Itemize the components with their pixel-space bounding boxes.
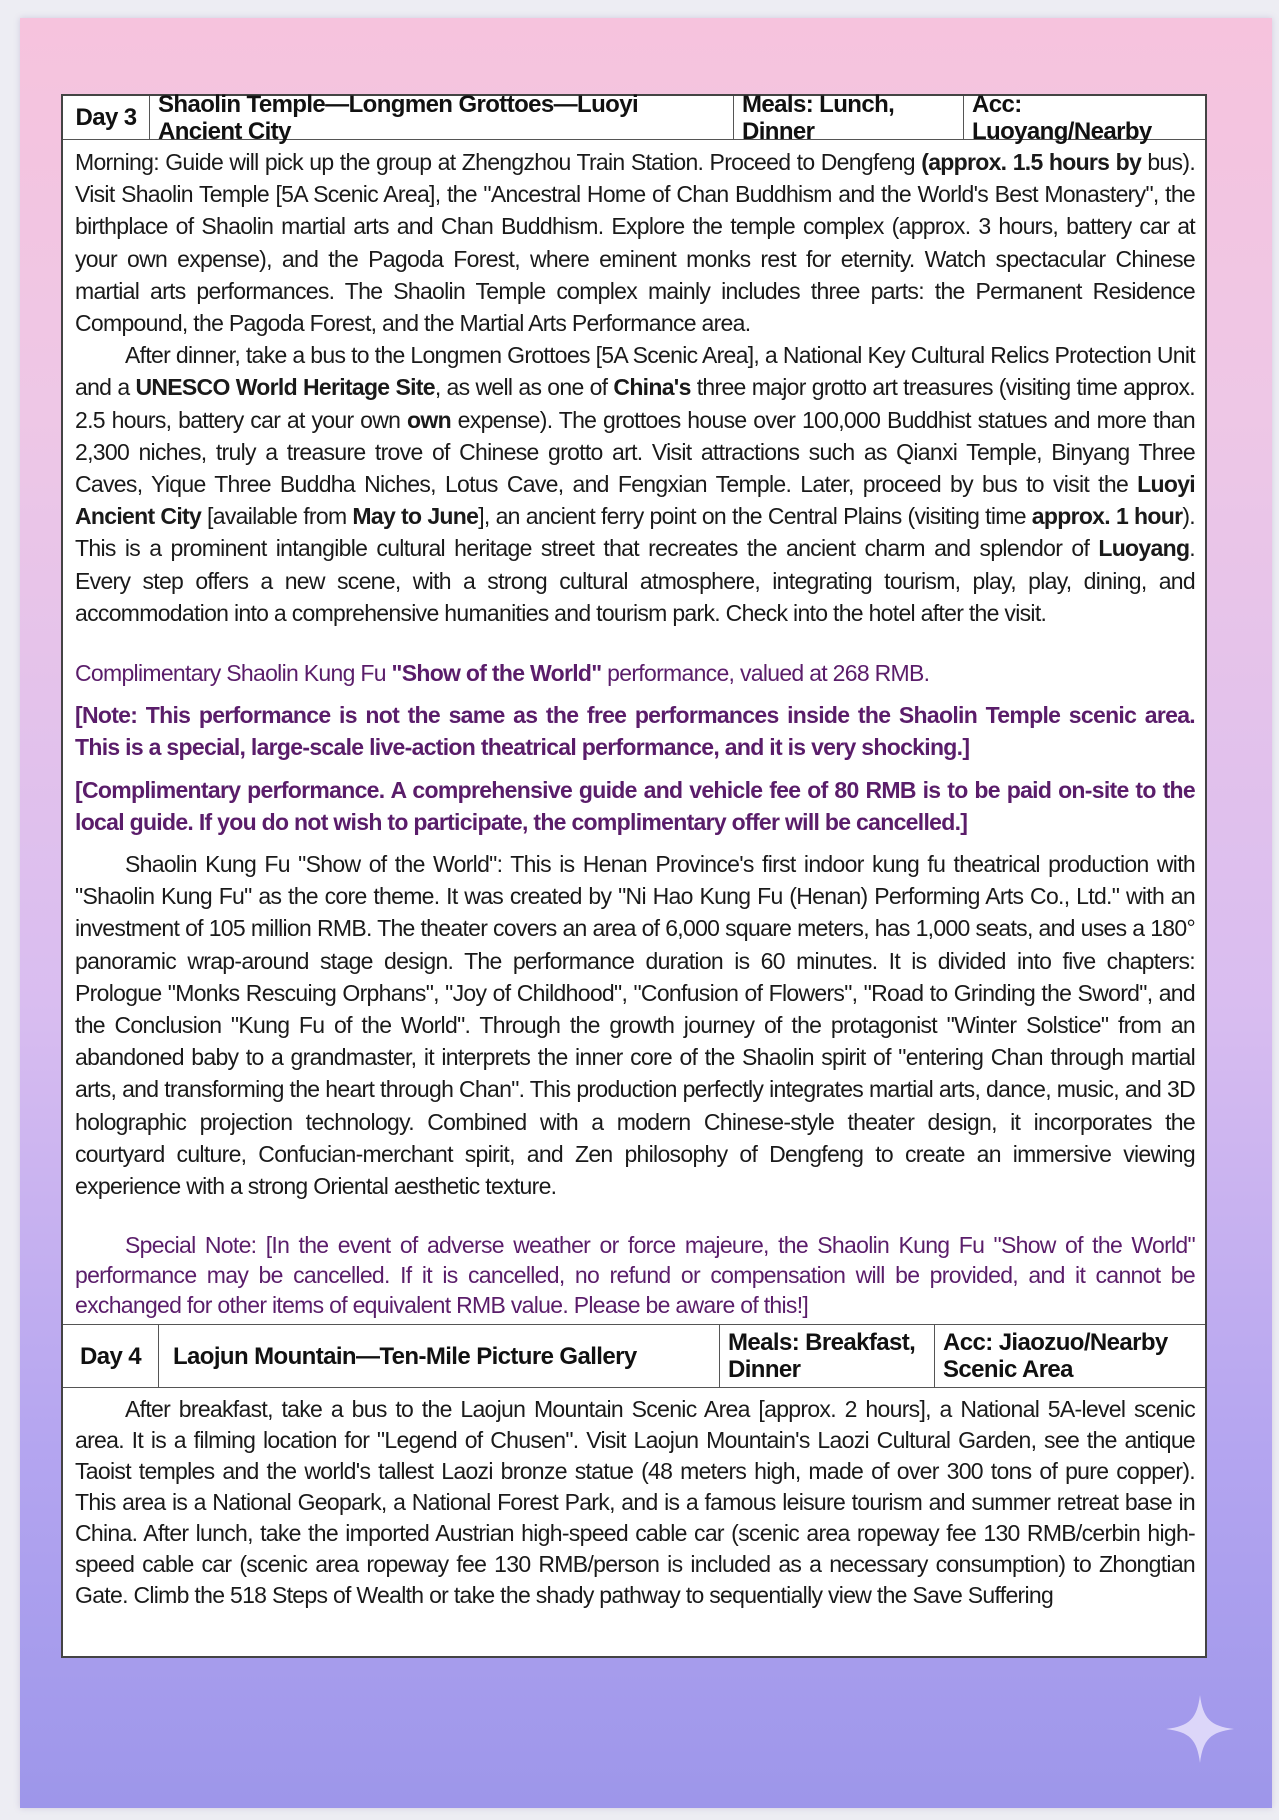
text-run: bus). Visit Shaolin Temple [5A Scenic Area], the "Ancestral Home of Chan Buddhism and the World's Best Monastery", the birthplace of Shaolin martial arts and Chan Buddhism. Explore the temple complex (approx. 3 hours, battery car at your own expense), and the Pagoda Forest, where eminent monks rest for eternity. Watch spectacular Chinese martial arts performances. The Shaolin Temple complex mainly includes three parts: the Permanent Residence Compound, the Pagoda Forest, and the Martial Arts Performance area. <box>75 149 1196 337</box>
text-run: ], an ancient ferry point on the Central Plains (visiting time <box>478 503 1032 530</box>
day3-meals: Meals: Lunch, Dinner <box>734 96 964 139</box>
itinerary-sheet <box>61 90 1207 1658</box>
special-note: Special Note: [In the event of adverse weather or force majeure, the Shaolin Kung Fu "Show of the World" performance may be cancelled. If it is cancelled, no refund or compensation will be provided, and it cannot be exchanged for other items of equivalent RMB value. Please be aware of this!] <box>75 1232 1195 1319</box>
bold-text-run: UNESCO World Heritage Site <box>135 374 435 401</box>
complimentary-show-line <box>75 657 1195 689</box>
text-run: three major grotto art treasures (visiting time approx. 2.5 hours, battery car at your own <box>75 374 1195 433</box>
text-run: Morning: Guide will pick up the group at Zhengzhou Train Station. Proceed to Dengfeng <box>75 149 922 175</box>
performance-fee-note: [Complimentary performance. A comprehensive guide and vehicle fee of 80 RMB is to be paid on-site to the local guide. If you do not wish to participate, the complimentary offer will be cancelled.] <box>75 776 1195 835</box>
bold-text-run: "Show of the World" <box>391 660 602 687</box>
text-run: Complimentary Shaolin Kung Fu <box>75 660 392 687</box>
day3-route: Shaolin Temple—Longmen Grottoes—Luoyi Ancient City <box>150 96 734 139</box>
bold-text-run: own <box>407 406 451 433</box>
day4-acc: Acc: Jiaozuo/Nearby Scenic Area <box>943 1329 1168 1384</box>
text-run: performance, valued at 268 RMB. <box>601 660 930 687</box>
text-run: . Every step offers a new scene, with a strong cultural atmosphere, integrating tourism, play, play, dining, and accommodation into a comprehensive humanities and tourism park. Check into the hotel after the visit. <box>75 535 1195 626</box>
bold-text-run: (approx. 1.5 hours by <box>921 149 1142 175</box>
day3-acc: Acc: Luoyang/Nearby <box>972 90 1152 145</box>
day3-paragraph-morning <box>75 146 1195 339</box>
bold-text-run: approx. 1 hour <box>1031 503 1183 530</box>
text-run: After dinner, take a bus to the Longmen Grottoes [5A Scenic Area], a National Key Cultural Relics Protection Unit and a <box>75 342 1195 401</box>
day3-header-row <box>63 90 1205 145</box>
day4-label: Day 4 <box>63 1325 159 1387</box>
show-description: Shaolin Kung Fu "Show of the World": This is Henan Province's first indoor kung fu theatrical production with "Shaolin Kung Fu" as the core theme. It was created by "Ni Hao Kung Fu (Henan) Performing Arts Co., Ltd." with an investment of 105 million RMB. The theater covers an area of 6,000 square meters, has 1,000 seats, and uses a 180° panoramic wrap-around stage design. The performance duration is 60 minutes. It is divided into five chapters: Prologue "Monks Rescuing Orphans", "Joy of Childhood", "Confusion of Flowers", "Road to Grinding the Sword", and the Conclusion "Kung Fu of the World". Through the growth journey of the protagonist "Winter Solstice" from an abandoned baby to a grandmaster, it interprets the inner core of the Shaolin spirit of "entering Chan through martial arts, and transforming the heart through Chan". This production perfectly integrates martial arts, dance, music, and 3D holographic projection technology. Combined with a modern Chinese-style theater design, it incorporates the courtyard culture, Confucian-merchant spirit, and Zen philosophy of Dengfeng to create an immersive viewing experience with a strong Oriental aesthetic texture. <box>75 851 1195 1200</box>
text-run: , as well as one of <box>434 374 614 401</box>
bold-text-run: China's <box>613 374 691 401</box>
day3-body <box>63 140 1205 1324</box>
day3-label: Day 3 <box>63 96 150 139</box>
sparkle-star-icon <box>1163 1692 1237 1766</box>
day4-body <box>63 1388 1205 1615</box>
text-run: expense). The grottoes house over 100,000 Buddhist statues and more than 2,300 niches, truly a treasure trove of Chinese grotto art. Visit attractions such as Qianxi Temple, Binyang Three Caves, Yique Three Buddha Niches, Lotus Cave, and Fengxian Temple. Later, proceed by bus to visit the <box>75 406 1195 498</box>
day4-paragraph: After breakfast, take a bus to the Laojun Mountain Scenic Area [approx. 2 hours], a National 5A-level scenic area. It is a filming location for "Legend of Chusen". Visit Laojun Mountain's Laozi Cultural Garden, see the antique Taoist temples and the world's tallest Laozi bronze statue (48 meters high, made of over 300 tons of pure copper). This area is a National Geopark, a National Forest Park, and is a famous leisure tourism and summer retreat base in China. After lunch, take the imported Austrian high-speed cable car (scenic area ropeway fee 130 RMB/cerbin high-speed cable car (scenic area ropeway fee 130 RMB/person is included as a necessary consumption) to Zhongtian Gate. Climb the 518 Steps of Wealth or take the shady pathway to sequentially view the Save Suffering <box>75 1396 1195 1609</box>
day4-route: Laojun Mountain—Ten-Mile Picture Gallery <box>159 1325 720 1387</box>
day4-meals: Meals: Breakfast, Dinner <box>720 1325 935 1387</box>
day4-header-row <box>63 1324 1205 1388</box>
bold-text-run: May to June <box>352 503 479 530</box>
performance-note: [Note: This performance is not the same as the free performances inside the Shaolin Temple scenic area. This is a special, large-scale live-action theatrical performance, and it is very shocking.] <box>75 702 1195 761</box>
text-run: [available from <box>201 503 353 530</box>
day3-paragraph-afternoon <box>75 339 1195 629</box>
text-run: ). This is a prominent intangible cultural heritage street that recreates the ancient charm and splendor of <box>75 503 1195 562</box>
page-background <box>20 18 1272 1808</box>
bold-text-run: Luoyang <box>1098 535 1190 562</box>
bold-text-run: Luoyi Ancient City <box>75 471 1195 530</box>
